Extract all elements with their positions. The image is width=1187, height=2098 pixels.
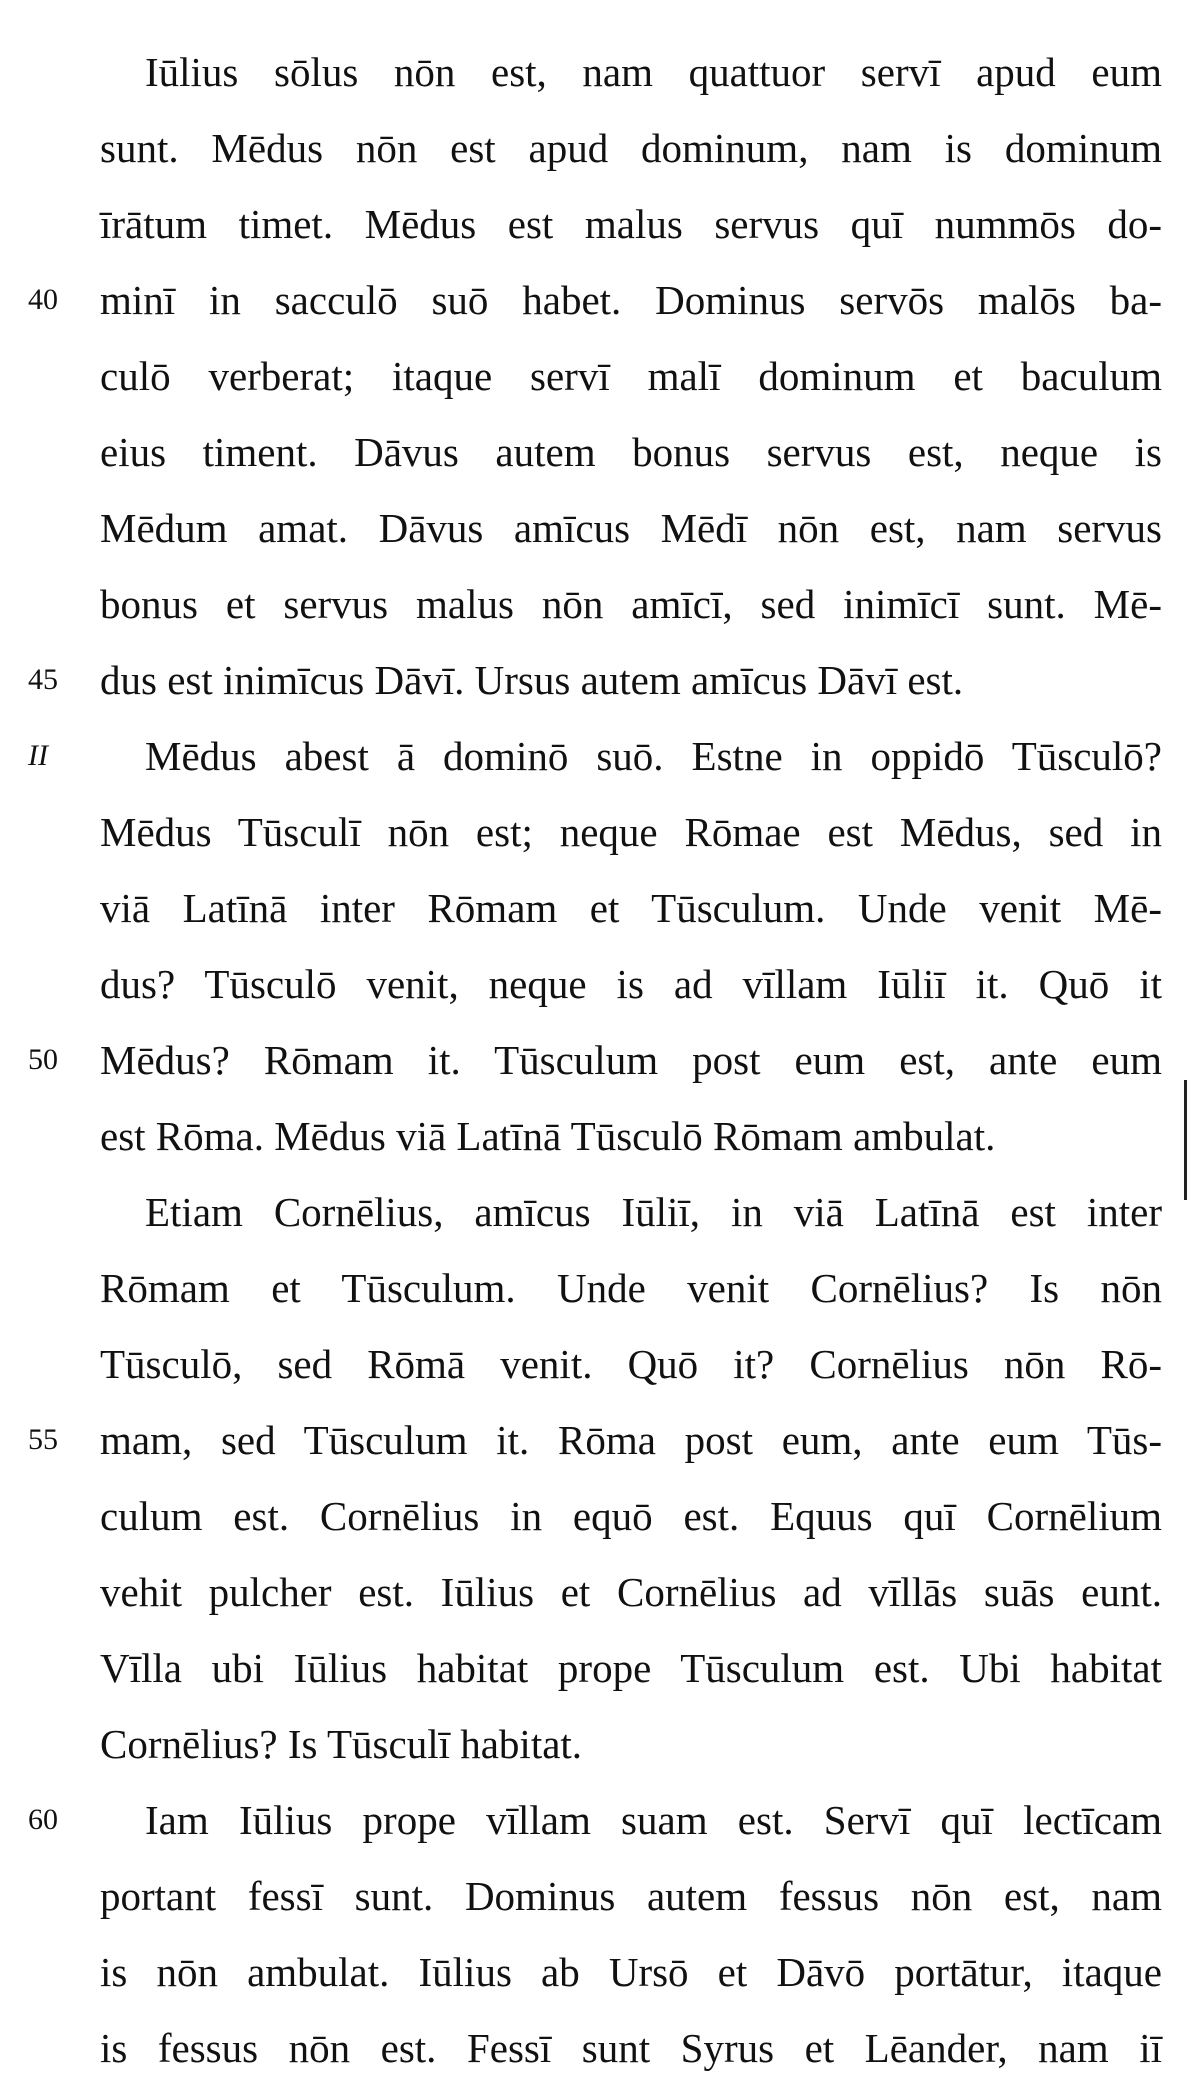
text-line: Tūsculō, sed Rōmā venit. Quō it? Cornēlius nōn Rō-	[100, 1341, 1162, 1387]
text-line: sunt. Mēdus nōn est apud dominum, nam is dominum	[100, 125, 1162, 171]
text-line: dus est inimīcus Dāvī. Ursus autem amīcus Dāvī est.	[100, 657, 964, 703]
text-line: portant fessī sunt. Dominus autem fessus nōn est, nam	[100, 1873, 1162, 1919]
text-line: dus? Tūsculō venit, neque is ad vīllam Iūliī it. Quō it	[100, 961, 1162, 1007]
text-line: culō verberat; itaque servī malī dominum et baculum	[100, 353, 1162, 399]
text-line: minī in sacculō suō habet. Dominus servōs malōs ba-	[100, 277, 1162, 323]
text-line: Cornēlius? Is Tūsculī habitat.	[100, 1721, 583, 1767]
text-line: bonus et servus malus nōn amīcī, sed inimīcī sunt. Mē-	[100, 581, 1162, 627]
line-number-45: 45	[28, 663, 58, 696]
text-line: viā Latīnā inter Rōmam et Tūsculum. Unde venit Mē-	[100, 885, 1162, 931]
text-line: Mēdum amat. Dāvus amīcus Mēdī nōn est, nam servus	[100, 505, 1162, 551]
text-line: Mēdus? Rōmam it. Tūsculum post eum est, ante eum	[100, 1037, 1162, 1083]
text-line: mam, sed Tūsculum it. Rōma post eum, ante eum Tūs-	[100, 1417, 1162, 1463]
text-line: Etiam Cornēlius, amīcus Iūliī, in viā Latīnā est inter	[145, 1189, 1162, 1235]
text-line: culum est. Cornēlius in equō est. Equus quī Cornēlium	[100, 1493, 1162, 1539]
line-number-55: 55	[28, 1423, 58, 1456]
text-line: īrātum timet. Mēdus est malus servus quī nummōs do-	[100, 201, 1162, 247]
line-number-60: 60	[28, 1803, 58, 1836]
text-line: Mēdus abest ā dominō suō. Estne in oppidō Tūsculō?	[145, 733, 1162, 779]
line-number-50: 50	[28, 1043, 58, 1076]
text-line: Vīlla ubi Iūlius habitat prope Tūsculum est. Ubi habitat	[100, 1645, 1162, 1691]
text-line: est Rōma. Mēdus viā Latīnā Tūsculō Rōmam ambulat.	[100, 1113, 996, 1159]
text-line: eius timent. Dāvus autem bonus servus est, neque is	[100, 429, 1162, 475]
text-line: is fessus nōn est. Fessī sunt Syrus et Lēander, nam iī	[100, 2025, 1162, 2071]
text-line: Iūlius sōlus nōn est, nam quattuor servī apud eum	[145, 49, 1162, 95]
line-number-40: 40	[28, 283, 58, 316]
text-line: vehit pulcher est. Iūlius et Cornēlius ad vīllās suās eunt.	[100, 1569, 1162, 1615]
section-marker-II: II	[28, 739, 48, 772]
text-line: is nōn ambulat. Iūlius ab Ursō et Dāvō portātur, itaque	[100, 1949, 1162, 1995]
text-line: Iam Iūlius prope vīllam suam est. Servī quī lectīcam	[145, 1797, 1162, 1843]
text-line: Mēdus Tūsculī nōn est; neque Rōmae est Mēdus, sed in	[100, 809, 1162, 855]
text-line: Rōmam et Tūsculum. Unde venit Cornēlius? Is nōn	[100, 1265, 1162, 1311]
